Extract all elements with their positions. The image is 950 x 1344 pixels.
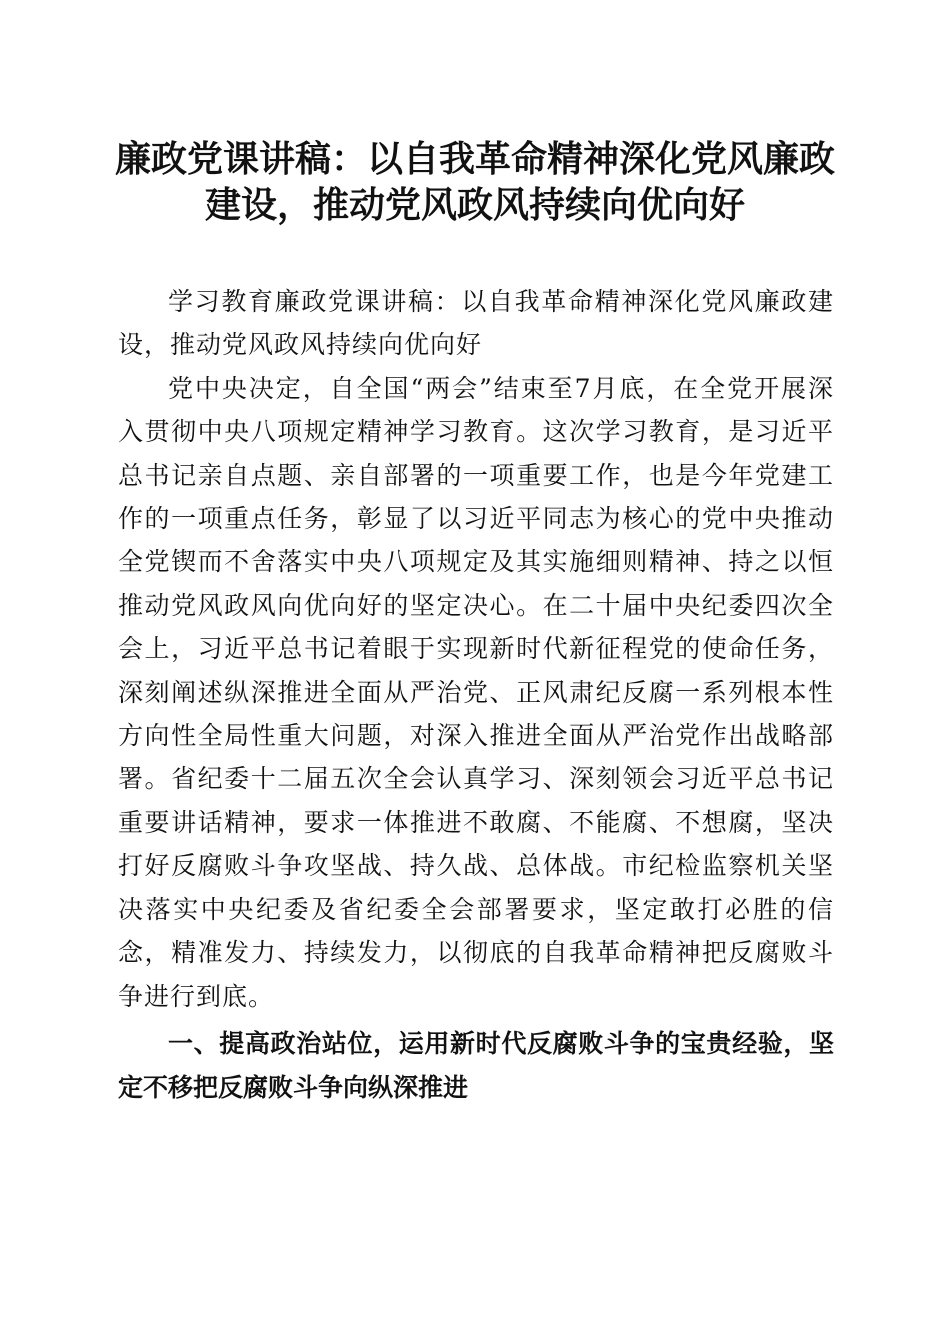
document-title xyxy=(100,136,850,228)
document-body xyxy=(118,280,834,1110)
section-heading: 一、提高政治站位，运用新时代反腐败斗争的宝贵经验，坚定不移把反腐败斗争向纵深推进 xyxy=(118,1028,834,1102)
body-paragraph: 党中央决定，自全国“两会”结束至7月底，在全党开展深入贯彻中央八项规定精神学习教育。这次学习教育，是习近平总书记亲自点题、亲自部署的一项重要工作，也是今年党建工作的一项重点任务，彰显了以习近平同志为核心的党中央推动全党锲而不舍落实中央八项规定及其实施细则精神、持之以恒推动党风政风向优向好的坚定决心。在二十届中央纪委四次全会上，习近平总书记着眼于实现新时代新征程党的使命任务，深刻阐述纵深推进全面从严治党、正风肃纪反腐一系列根本性方向性全局性重大问题，对深入推进全面从严治党作出战略部署。省纪委十二届五次全会认真学习、深刻领会习近平总书记重要讲话精神，要求一体推进不敢腐、不能腐、不想腐，坚决打好反腐败斗争攻坚战、持久战、总体战。市纪检监察机关坚决落实中央纪委及省纪委全会部署要求，坚定敢打必胜的信念，精准发力、持续发力，以彻底的自我革命精神把反腐败斗争进行到底。 xyxy=(118,373,834,1011)
intro-paragraph: 学习教育廉政党课讲稿：以自我革命精神深化党风廉政建设，推动党风政风持续向优向好 xyxy=(118,287,834,360)
document-title-line-2: 建设，推动党风政风持续向优向好 xyxy=(204,184,745,226)
document-title-line-1: 廉政党课讲稿：以自我革命精神深化党风廉政 xyxy=(114,138,835,180)
